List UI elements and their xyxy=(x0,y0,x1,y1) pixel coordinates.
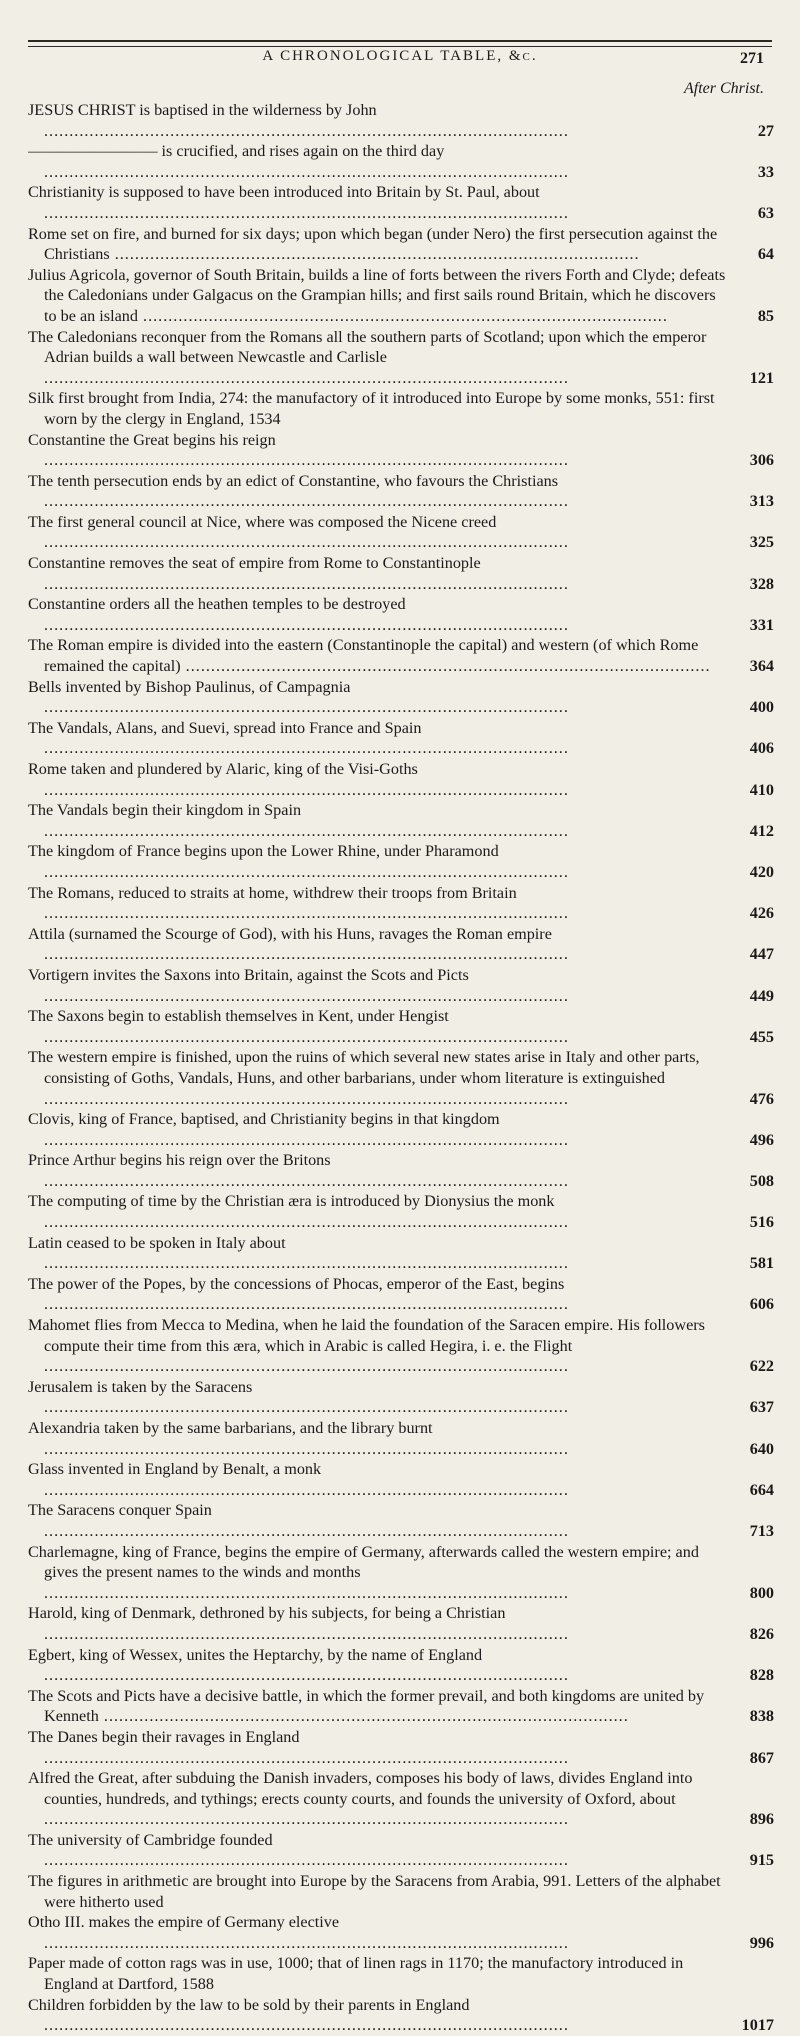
entry-text: The western empire is finished, upon the ruins of which several new states arise in Italy and other parts, consisting of Goths, Vandals, Huns, and other barbarians, under whom literature is extinguished ..... xyxy=(28,1047,774,1109)
entry-year: 896 xyxy=(749,1810,774,1829)
entry-year: 640 xyxy=(749,1439,774,1458)
entry-year: 449 xyxy=(749,986,774,1005)
entry-text: Attila (surnamed the Scourge of God), with his Huns, ravages the Roman empire ..... xyxy=(28,924,774,965)
entry-year: 410 xyxy=(749,780,774,799)
entry-year: 364 xyxy=(749,657,774,676)
chronology-entry xyxy=(28,1912,774,1953)
entry-text: The tenth persecution ends by an edict of Constantine, who favours the Christians ..... xyxy=(28,471,774,512)
chronology-entry xyxy=(28,924,774,965)
chronology-entry xyxy=(28,1500,774,1541)
entry-year: 496 xyxy=(749,1130,774,1149)
entry-text: Otho III. makes the empire of Germany elective ..... xyxy=(28,1912,774,1953)
entry-text: Rome set on fire, and burned for six days; upon which began (under Nero) the first persecution against the Christians ..... xyxy=(28,224,774,265)
chronology-entry xyxy=(28,841,774,882)
chronology-entry xyxy=(28,1191,774,1232)
entry-year: 826 xyxy=(749,1624,774,1643)
entry-year: 306 xyxy=(749,451,774,470)
entry-text: The power of the Popes, by the concessions of Phocas, emperor of the East, begins ..... xyxy=(28,1274,774,1315)
chronology-entry xyxy=(28,1459,774,1500)
chronology-entry xyxy=(28,965,774,1006)
entry-year: 447 xyxy=(749,945,774,964)
entry-text: Constantine orders all the heathen temples to be destroyed ..... xyxy=(28,594,774,635)
chronology-entry xyxy=(28,1150,774,1191)
entry-year: 622 xyxy=(749,1357,774,1376)
entry-text: Silk first brought from India, 274: the manufactory of it introduced into Europe by some monks, 551: first worn by the clergy in England, 1534 xyxy=(28,389,715,428)
entry-text: Julius Agricola, governor of South Britain, builds a line of forts between the rivers Forth and Clyde; defeats the Caledonians under Galgacus on the Grampian hills; and first sails round Britain, which he discovers to be an island ..... xyxy=(28,265,774,327)
entry-text: Alexandria taken by the same barbarians, and the library burnt ..... xyxy=(28,1418,774,1459)
entry-text: The computing of time by the Christian æra is introduced by Dionysius the monk ..... xyxy=(28,1191,774,1232)
entry-text: The Saxons begin to establish themselves in Kent, under Hengist ..... xyxy=(28,1006,774,1047)
entry-year: 581 xyxy=(749,1254,774,1273)
chronology-entry xyxy=(28,1727,774,1768)
entry-year: 516 xyxy=(749,1213,774,1232)
entry-text: Prince Arthur begins his reign over the Britons ..... xyxy=(28,1150,774,1191)
chronology-entry xyxy=(28,327,774,389)
chronology-entry xyxy=(28,1233,774,1274)
chronology-entry xyxy=(28,512,774,553)
chronology-entry xyxy=(28,1645,774,1686)
entry-year: 400 xyxy=(749,698,774,717)
chronology-entry xyxy=(28,883,774,924)
entry-text: The Vandals begin their kingdom in Spain ..... xyxy=(28,800,774,841)
chronology-entry xyxy=(28,718,774,759)
chronology-entry xyxy=(28,1542,774,1604)
entry-text: Christianity is supposed to have been introduced into Britain by St. Paul, about ..... xyxy=(28,182,774,223)
chronology-entry xyxy=(28,1995,774,2036)
chronology-entry xyxy=(28,224,774,265)
entry-text: The Caledonians reconquer from the Romans all the southern parts of Scotland; upon which the emperor Adrian builds a wall between Newcastle and Carlisle ..... xyxy=(28,327,774,389)
entry-year: 406 xyxy=(749,739,774,758)
entry-year: 996 xyxy=(749,1933,774,1952)
entry-year: 713 xyxy=(749,1521,774,1540)
entry-text: Latin ceased to be spoken in Italy about ..... xyxy=(28,1233,774,1274)
chronology-entry xyxy=(28,1953,774,1994)
running-head: A CHRONOLOGICAL TABLE, &c. xyxy=(262,48,538,64)
chronology-entry xyxy=(28,800,774,841)
chronology-entry xyxy=(28,1603,774,1644)
entry-text: Rome taken and plundered by Alaric, king of the Visi-Goths ..... xyxy=(28,759,774,800)
entry-text: The Danes begin their ravages in England ..... xyxy=(28,1727,774,1768)
chronology-entry xyxy=(28,759,774,800)
chronology-entry xyxy=(28,553,774,594)
entry-year: 867 xyxy=(749,1748,774,1767)
entry-text: Clovis, king of France, baptised, and Christianity begins in that kingdom ..... xyxy=(28,1109,774,1150)
entry-year: 27 xyxy=(757,121,774,140)
entry-year: 331 xyxy=(749,615,774,634)
entry-text: Charlemagne, king of France, begins the empire of Germany, afterwards called the western empire; and gives the present names to the winds and months ..... xyxy=(28,1542,774,1604)
entry-text: JESUS CHRIST is baptised in the wilderness by John ..... xyxy=(28,100,774,141)
entry-text: Harold, king of Denmark, dethroned by his subjects, for being a Christian ..... xyxy=(28,1603,774,1644)
entry-text: Alfred the Great, after subduing the Danish invaders, composes his body of laws, divides England into counties, hundreds, and tythings; erects county courts, and founds the university of Oxford, about ..... xyxy=(28,1768,774,1830)
entry-year: 455 xyxy=(749,1027,774,1046)
entry-text: The first general council at Nice, where was composed the Nicene creed ..... xyxy=(28,512,774,553)
chronology-entry xyxy=(28,182,774,223)
entry-year: 412 xyxy=(749,821,774,840)
chronology-entry xyxy=(28,100,774,141)
entry-year: 325 xyxy=(749,533,774,552)
entry-year: 85 xyxy=(757,306,774,325)
entry-year: 476 xyxy=(749,1089,774,1108)
chronology-entry xyxy=(28,1830,774,1871)
chronology-entry xyxy=(28,265,774,327)
entry-text: Constantine removes the seat of empire from Rome to Constantinople ..... xyxy=(28,553,774,594)
entry-year: 915 xyxy=(749,1851,774,1870)
entry-year: 838 xyxy=(749,1707,774,1726)
entry-text: The Vandals, Alans, and Suevi, spread into France and Spain ..... xyxy=(28,718,774,759)
header-rule-thin xyxy=(28,46,772,47)
entry-text: The Romans, reduced to straits at home, withdrew their troops from Britain ..... xyxy=(28,883,774,924)
entry-text: Children forbidden by the law to be sold by their parents in England ..... xyxy=(28,1995,774,2036)
entry-year: 420 xyxy=(749,862,774,881)
entry-year: 426 xyxy=(749,904,774,923)
entry-year: 121 xyxy=(749,368,774,387)
entry-year: 63 xyxy=(757,203,774,222)
chronology-entry xyxy=(28,1047,774,1109)
entry-year: 64 xyxy=(757,245,774,264)
entry-text: Glass invented in England by Benalt, a monk ..... xyxy=(28,1459,774,1500)
entry-text: Jerusalem is taken by the Saracens ..... xyxy=(28,1377,774,1418)
chronology-entry xyxy=(28,677,774,718)
entry-text: The Roman empire is divided into the eastern (Constantinople the capital) and western (of which Rome remained the capital) ..... xyxy=(28,635,774,676)
chronology-entries xyxy=(28,100,774,2036)
chronology-entry xyxy=(28,141,774,182)
entry-year: 328 xyxy=(749,574,774,593)
entry-text: Egbert, king of Wessex, unites the Heptarchy, by the name of England ..... xyxy=(28,1645,774,1686)
entry-year: 800 xyxy=(749,1583,774,1602)
chronology-entry xyxy=(28,1871,774,1912)
chronology-entry xyxy=(28,388,774,429)
chronology-entry xyxy=(28,1006,774,1047)
entry-year: 606 xyxy=(749,1295,774,1314)
chronology-entry xyxy=(28,1377,774,1418)
page-number: 271 xyxy=(740,50,764,67)
column-heading: After Christ. xyxy=(683,80,764,97)
chronology-entry xyxy=(28,430,774,471)
entry-text: The university of Cambridge founded ..... xyxy=(28,1830,774,1871)
chronology-entry xyxy=(28,1274,774,1315)
entry-text: The kingdom of France begins upon the Lower Rhine, under Pharamond ..... xyxy=(28,841,774,882)
entry-text: Vortigern invites the Saxons into Britain, against the Scots and Picts ..... xyxy=(28,965,774,1006)
chronology-entry xyxy=(28,1686,774,1727)
chronology-entry xyxy=(28,471,774,512)
entry-year: 664 xyxy=(749,1480,774,1499)
entry-text: Constantine the Great begins his reign ..... xyxy=(28,430,774,471)
entry-year: 33 xyxy=(757,162,774,181)
chronology-entry xyxy=(28,1768,774,1830)
entry-text: Paper made of cotton rags was in use, 1000; that of linen rags in 1170; the manufactory introduced in England at Dartford, 1588 xyxy=(28,1954,684,1994)
entry-text: The Saracens conquer Spain ..... xyxy=(28,1500,774,1541)
entry-text: The Scots and Picts have a decisive battle, in which the former prevail, and both kingdoms are united by Kenneth ..... xyxy=(28,1686,774,1727)
header-rule xyxy=(28,40,772,42)
entry-year: 313 xyxy=(749,492,774,511)
entry-text: Mahomet flies from Mecca to Medina, when he laid the foundation of the Saracen empire. His followers compute their time from this æra, which in Arabic is called Hegira, i. e. the Flight ..... xyxy=(28,1315,774,1377)
entry-year: 1017 xyxy=(741,2016,774,2035)
chronology-entry xyxy=(28,594,774,635)
entry-year: 637 xyxy=(749,1398,774,1417)
entry-text: ———————— is crucified, and rises again on the third day ..... xyxy=(28,141,774,182)
entry-text: The figures in arithmetic are brought into Europe by the Saracens from Arabia, 991. Letters of the alphabet were hitherto used xyxy=(28,1872,721,1911)
entry-year: 828 xyxy=(749,1666,774,1685)
entry-year: 508 xyxy=(749,1171,774,1190)
chronology-entry xyxy=(28,1418,774,1459)
entry-text: Bells invented by Bishop Paulinus, of Campagnia ..... xyxy=(28,677,774,718)
chronology-entry xyxy=(28,1109,774,1150)
chronology-entry xyxy=(28,635,774,676)
